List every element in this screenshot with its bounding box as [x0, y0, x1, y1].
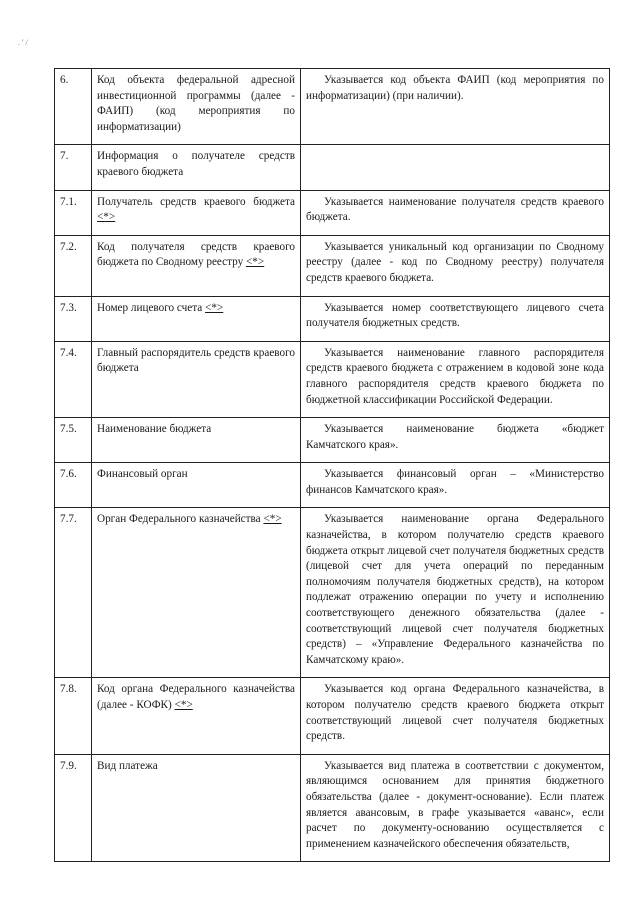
row-number: 7. — [55, 145, 92, 190]
row-number: 7.5. — [55, 418, 92, 463]
table-row — [55, 145, 610, 190]
field-description: Указывается код объекта ФАИП (код мероприятия по информатизации) (при наличии). — [301, 69, 610, 145]
field-description: Указывается вид платежа в соответствии с документом, являющимся основанием для принятия бюджетного обязательства (далее - документ-основание). Если платеж является авансовым, в графе указывается «аванс», если расчет по документу-основанию осуществляется с применением казначейского обеспечения обязательств, — [301, 754, 610, 862]
field-name: Код объекта федеральной адресной инвестиционной программы (далее - ФАИП) (код мероприятия по информатизации) — [97, 74, 295, 133]
field-name-cell — [92, 190, 301, 235]
row-number: 7.7. — [55, 508, 92, 678]
footnote-link[interactable]: <*> — [97, 211, 116, 224]
field-name-cell — [92, 341, 301, 417]
field-name-cell — [92, 463, 301, 508]
field-name: Код получателя средств краевого бюджета по Сводному реестру — [97, 240, 295, 269]
field-name: Наименование бюджета — [97, 423, 212, 436]
field-name: Номер лицевого счета — [97, 301, 203, 314]
table-row — [55, 418, 610, 463]
footnote-link[interactable]: <*> — [246, 256, 265, 269]
row-number: 6. — [55, 69, 92, 145]
field-name-cell — [92, 235, 301, 296]
table-row — [55, 190, 610, 235]
row-number: 7.2. — [55, 235, 92, 296]
field-name-cell — [92, 69, 301, 145]
field-name-cell — [92, 678, 301, 754]
field-name: Финансовый орган — [97, 468, 188, 481]
field-name: Вид платежа — [97, 759, 158, 772]
field-description: Указывается наименование получателя средств краевого бюджета. — [301, 190, 610, 235]
field-name-cell — [92, 754, 301, 862]
field-name: Код органа Федерального казначейства (далее - КОФК) — [97, 683, 295, 711]
field-name: Орган Федерального казначейства — [97, 513, 261, 526]
field-name: Информация о получателе средств краевого бюджета — [97, 150, 295, 178]
field-name: Получатель средств краевого бюджета — [97, 195, 295, 208]
table-row — [55, 235, 610, 296]
field-description: Указывается уникальный код организации по Сводному реестру (далее - код по Сводному реестру) получателя средств краевого бюджета. — [301, 235, 610, 296]
field-description: Указывается наименование органа Федерального казначейства, в котором получателю средств краевого бюджета открыт лицевой счет получателя бюджетных средств (лицевой счет для учета операций по переданным полномочиям получателя бюджетных средств), на котором подлежат отражению операции по учету и исполнению соответствующего денежного обязательства (далее - соответствующий лицевой счет получателя бюджетных средств) – «Управление Федерального казначейства по Камчатскому краю». — [301, 508, 610, 678]
field-description: Указывается наименование бюджета «бюджет Камчатского края». — [301, 418, 610, 463]
footnote-link[interactable]: <*> — [263, 513, 282, 526]
row-number: 7.9. — [55, 754, 92, 862]
scan-mark: . ' / — [18, 38, 28, 47]
requisites-table — [54, 68, 610, 862]
field-description: Указывается финансовый орган – «Министерство финансов Камчатского края». — [301, 463, 610, 508]
field-description: Указывается код органа Федерального казначейства, в котором получателю средств краевого бюджета открыт соответствующий лицевой счет получателя бюджетных средств. — [301, 678, 610, 754]
table-row — [55, 69, 610, 145]
row-number: 7.1. — [55, 190, 92, 235]
field-description — [301, 145, 610, 190]
table-row — [55, 754, 610, 862]
row-number: 7.6. — [55, 463, 92, 508]
row-number: 7.3. — [55, 296, 92, 341]
footnote-link[interactable]: <*> — [174, 699, 193, 711]
field-description: Указывается номер соответствующего лицевого счета получателя бюджетных средств. — [301, 296, 610, 341]
field-name: Главный распорядитель средств краевого бюджета — [97, 346, 295, 375]
field-name-cell — [92, 145, 301, 190]
table-row — [55, 463, 610, 508]
table-row — [55, 296, 610, 341]
field-name-cell — [92, 418, 301, 463]
table-row — [55, 508, 610, 678]
row-number: 7.8. — [55, 678, 92, 754]
field-name-cell — [92, 508, 301, 678]
table-row — [55, 341, 610, 417]
row-number: 7.4. — [55, 341, 92, 417]
footnote-link[interactable]: <*> — [205, 301, 224, 314]
field-description: Указывается наименование главного распорядителя средств краевого бюджета с отражением в кодовой зоне кода главного распорядителя средств краевого бюджета по бюджетной классификации Российской Федерации. — [301, 341, 610, 417]
table-row — [55, 678, 610, 754]
field-name-cell — [92, 296, 301, 341]
